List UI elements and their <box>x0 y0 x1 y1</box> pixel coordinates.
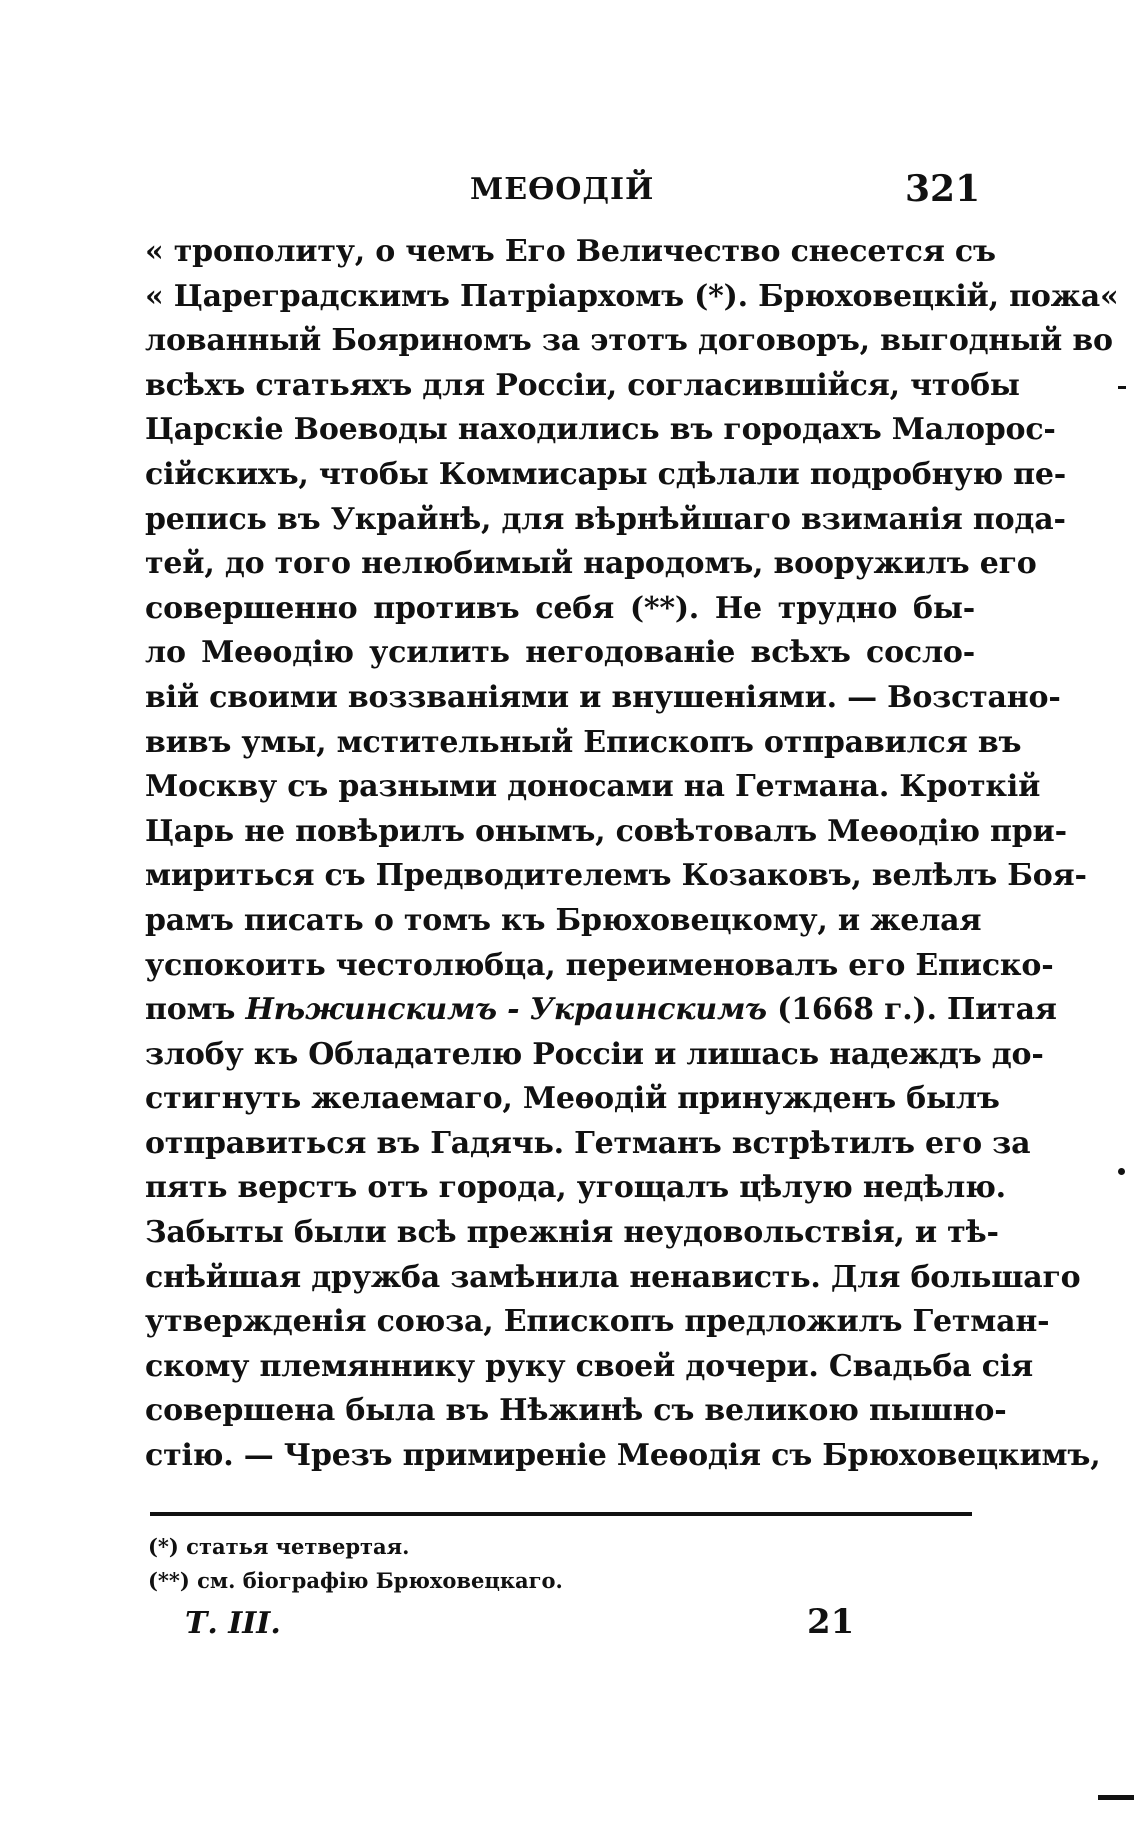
text-line: репись въ Украйнѣ, для вѣрнѣйшаго взиманія пода- <box>145 501 1066 537</box>
text-line: сійскихъ, чтобы Коммисары сдѣлали подробную пе- <box>145 456 1067 492</box>
text-line: пять верстъ отъ города, угощалъ цѣлую недѣлю. <box>145 1170 1006 1206</box>
margin-speck <box>1118 1168 1125 1175</box>
text-line: скому племяннику руку своей дочери. Свадьба сія <box>145 1348 1033 1384</box>
text-line: Царь не повѣрилъ онымъ, совѣтовалъ Меѳодію при- <box>145 813 1067 849</box>
text-span: помъ <box>145 992 236 1028</box>
footnote: (**) см. біографію Брюховецкаго. <box>148 1568 563 1593</box>
text-line: отправиться въ Гадячь. Гетманъ встрѣтилъ его за <box>145 1125 1031 1161</box>
running-head: МЕѲОДІЙ <box>470 172 655 207</box>
text-line: совершена была въ Нѣжинѣ съ великою пышно- <box>145 1393 1007 1429</box>
body-text <box>145 230 1119 1479</box>
text-line: Царскіе Воеводы находились въ городахъ Малорос- <box>145 412 1056 448</box>
text-line: рамъ писать о томъ къ Брюховецкому, и желая <box>145 902 982 938</box>
volume-signature: Т. III. <box>185 1606 281 1641</box>
page-number: 321 <box>905 168 981 210</box>
text-line: совершенно противъ себя (**). Не трудно бы- <box>145 590 975 626</box>
footnote: (*) статья четвертая. <box>148 1534 410 1559</box>
footnote-rule <box>150 1512 972 1516</box>
text-line: « трополиту, о чемъ Его Величество снесется съ <box>145 234 996 269</box>
italic-place-name: Нѣжинскимъ - Украинскимъ <box>245 992 767 1028</box>
margin-speck <box>1118 386 1126 389</box>
text-line: ло Меѳодію усилить негодованіе всѣхъ сосло- <box>145 635 975 671</box>
text-line: мириться съ Предводителемъ Козаковъ, велѣлъ Боя- <box>145 858 1087 894</box>
text-span: (1668 г.). Питая <box>777 992 1057 1028</box>
text-line: стію. — Чрезъ примиреніе Меѳодія съ Брюховецкимъ, <box>145 1438 1101 1474</box>
text-line-mixed <box>145 988 1057 1033</box>
text-line: « Цареградскимъ Патріархомъ (*). Брюховецкій, пожа« <box>145 278 1119 314</box>
text-line: успокоить честолюбца, переименовалъ его Еписко- <box>145 947 1054 983</box>
text-line: лованный Бояриномъ за этотъ договоръ, выгодный во <box>145 323 1113 359</box>
footnotes <box>148 1530 848 1598</box>
text-line: стигнуть желаемаго, Меѳодій принужденъ былъ <box>145 1081 1000 1117</box>
text-line: вивъ умы, мстительный Епископъ отправился въ <box>145 724 1022 760</box>
text-line: утвержденія союза, Епископъ предложилъ Гетман- <box>145 1304 1050 1340</box>
margin-speck <box>1098 1795 1134 1800</box>
text-line: Забыты были всѣ прежнія неудовольствія, и тѣ- <box>145 1215 999 1251</box>
text-line: тей, до того нелюбимый народомъ, вооружилъ его <box>145 546 1037 582</box>
text-line: вій своими воззваніями и внушеніями. — Возстано- <box>145 679 1061 715</box>
text-line: злобу къ Обладателю Россіи и лишась надеждъ до- <box>145 1036 1044 1072</box>
text-line: снѣйшая дружба замѣнила ненависть. Для большаго <box>145 1259 1081 1295</box>
sheet-signature: 21 <box>807 1602 855 1642</box>
text-line: Москву съ разными доносами на Гетмана. Кроткій <box>145 769 1041 805</box>
text-line: всѣхъ статьяхъ для Россіи, согласившійся, чтобы <box>145 367 1020 403</box>
